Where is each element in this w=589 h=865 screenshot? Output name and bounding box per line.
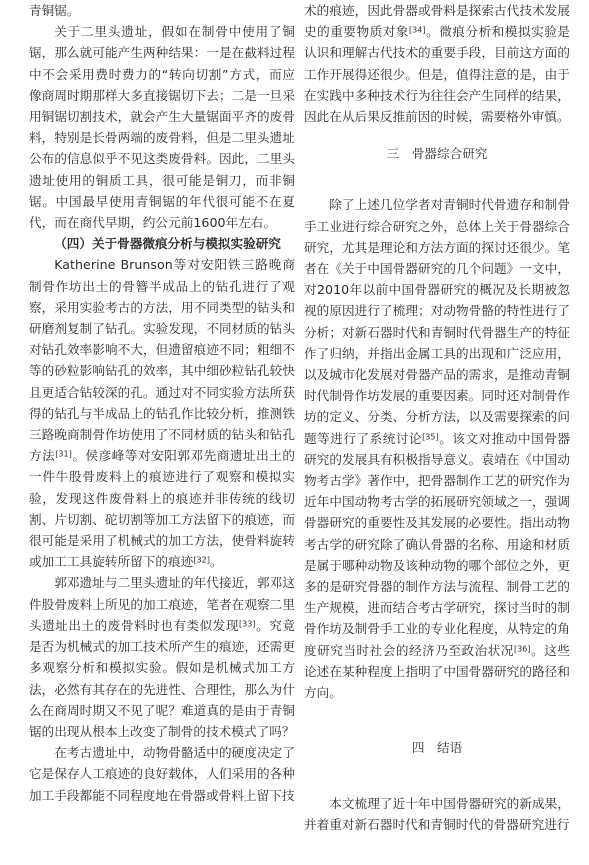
paragraph-continuation: 青铜锯。 bbox=[29, 3, 80, 18]
paragraph-text: 术的痕迹，因此骨器或骨料是探索古代技术发展史的重要物质对象 bbox=[304, 3, 570, 40]
section-heading-comprehensive: 三 骨器综合研究 bbox=[386, 146, 488, 162]
paragraph-text: Katherine Brunson等对安阳铁三路晚商制骨作坊出土的骨簪半成品上的钻孔进行了观察，采用实验考古的方法，用不同类型的钻头和研磨剂复制了钻孔。实验发现，不同材质的钻头对钻孔效率影响不大，但遗留痕迹不同；粗细不等的砂粒影响钻孔的效率，其中细砂粒钻孔较快且更适合钻较深的孔。通过对不同实验方法所获得的钻孔与半成品上的钻孔作比较分析，推测铁三路晚商制骨作坊使用了不同材质的钻头和钻孔方法 bbox=[29, 257, 295, 464]
paragraph-text: 除了上述几位学者对青铜时代骨遗存和制骨手工业进行综合研究之外，总体上关于骨器综合研究，尤其是理论和方法方面的探讨还很少。笔者在《关于中国骨器研究的几个问题》一文中，对2010年以前中国骨器研究的概况及长期被忽视的原因进行了梳理；对动物骨骼的特性进行了分析；对新石器时代和青铜时代骨器生产的特征作了归纳，并指出金属工具的出现和广泛应用，以及城市化发展对骨器产品的需求，是推动青铜时代制骨作坊发展的重要因素。同时还对制骨作坊的定义、分类、分析方法，以及需要探索的问题等进行了系统讨论 bbox=[304, 197, 570, 446]
paragraph-comprehensive-research bbox=[304, 194, 570, 703]
section-heading-conclusion: 四 结语 bbox=[411, 740, 463, 756]
subsection-heading-microwear: （四）关于骨器微痕分析与模拟实验研究 bbox=[54, 236, 281, 252]
paragraph-conclusion: 本文梳理了近十年中国骨器研究的新成果，并着重对新石器时代和青铜时代的骨器研究进行 bbox=[304, 795, 570, 832]
citation-ref: [33] bbox=[238, 619, 256, 629]
citation-ref: [34] bbox=[409, 25, 426, 35]
citation-ref: [36] bbox=[513, 644, 531, 654]
right-column bbox=[304, 0, 570, 835]
paragraph-bone-traces: 在考古遗址中，动物骨骼适中的硬度决定了它是保存人工痕迹的良好载体，人们采用的各种加工手段都能不同程度地在骨器或骨料上留下技 bbox=[29, 745, 295, 803]
citation-ref: [35] bbox=[422, 432, 439, 442]
paragraph-guodeng-erlitou bbox=[29, 572, 295, 742]
paragraph-text: 。侯彦峰等对安阳郭邓先商遗址出土的一件牛股骨废料上的痕迹进行了观察和模拟实验，发现这件废骨料上的痕迹并非传统的线切割、片切割、砣切割等加工方法留下的痕迹，而很可能是采用了机械式的加工方法，使骨料旋转或加工工具旋转所留下的痕迹 bbox=[29, 448, 295, 570]
left-column bbox=[29, 0, 295, 806]
paragraph-text: 。该文对推动中国骨器研究的发展具有积极指导意义。袁靖在《中国动物考古学》著作中，把骨器制作工艺的研究作为近年中国动物考古学的拓展研究领域之一，强调骨器研究的重要性及其发展的必要性。指出动物考古学的研究除了确认骨器的名称、用途和材质是属于哪种动物及该种动物的哪个部位之外，更多的是研究骨器的制作方法与流程、制骨工艺的生产规模，进而结合考古学研究，探讨当时的制骨作坊及制骨手工业的专业化程度，从特定的角度研究当时社会的经济乃至政治状况 bbox=[304, 430, 570, 658]
paragraph-text: 。这些论述在某种程度上指明了中国骨器研究的路径和方向。 bbox=[304, 642, 570, 701]
paragraph-erlitou-saw: 关于二里头遗址，假如在制骨中使用了铜锯，那么就可能产生两种结果：一是在截料过程中不会采用费时费力的“转向切割”方式，而应像商周时期那样大多直接锯切下去；二是一旦采用铜锯切割技术，就会产生大量锯面平齐的废骨料，特别是长骨两端的废骨料，但是二里头遗址公布的信息似乎不见这类废骨料。因此，二里头遗址使用的铜质工具，很可能是铜刀，而非铜锯。中国最早使用青铜锯的年代很可能不在夏代，而在商代早期，约公元前1600年左右。 bbox=[29, 24, 295, 231]
citation-ref: [31] bbox=[55, 449, 72, 459]
paragraph-text: 。微痕分析和模拟实验是认识和理解古代技术的重要手段，目前这方面的工作开展得还很少。但是，值得注意的是，由于在实践中多种技术行为往往会产生同样的结果，因此在从后果反推前因的时候，需要格外审慎。 bbox=[304, 24, 570, 125]
paragraph-text: 。 bbox=[210, 554, 223, 570]
paragraph-text: 郭邓遗址与二里头遗址的年代接近，郭邓这件股骨废料上所见的加工痕迹，笔者在观察二里头遗址出土的废骨料时也有类似发现 bbox=[29, 575, 295, 633]
paragraph-brunson-drilling bbox=[29, 254, 295, 572]
citation-ref: [32] bbox=[193, 555, 210, 565]
paragraph-text: 。究竟是否为机械式的加工技术所产生的痕迹，还需更多观察分析和模拟实验。假如是机械式加工方法，必然有其存在的先进性、合理性，那么为什么在商周时期又不见了呢？难道真的是由于青铜锯的出现从根本上改变了制骨的技术模式了吗？ bbox=[29, 617, 295, 739]
paragraph-technology-history bbox=[304, 0, 570, 127]
